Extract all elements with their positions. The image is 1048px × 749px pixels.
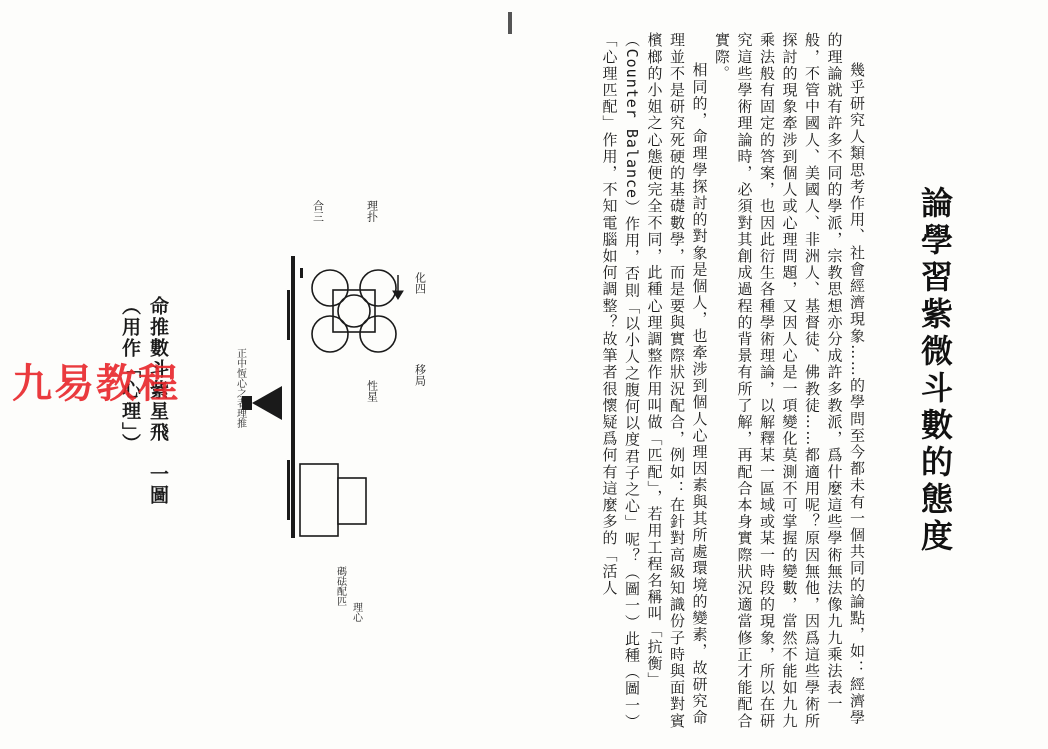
right-pan-bracket	[287, 460, 290, 520]
paragraph-1: 幾乎研究人類思考作用、社會經濟現象……的學問至今都未有一個共同的論點，如：經濟學的理論就有許多不同的學派，宗教思想亦分成許多教派，爲什麼這些學術無法像九九乘法表一般，不管中國人、美國人、非洲人、基督徒、佛教徒……都適用呢？原因無他，因爲這些學術所探討的現象牽涉到個人或心理問題，又因人心是一項變化莫測不可掌握的變數，當然不能如九九乘法般有固定的答案，也因此衍生各種學術理論，以解釋某一區域或某一時段的現象，所以在研究這些學術理論時，必須對其創成過程的背景有所了解，再配合本身實際狀況適當修正才能配合實際。	[713, 32, 866, 730]
counter-balance-term: Counter Balance	[623, 48, 641, 200]
chart-center-square	[333, 290, 375, 332]
counterweight-blocks	[300, 464, 366, 536]
paragraph-2-part-a: 相同的，命理學探討的對象是個人，也牽涉到個人心理因素與其所處環境的變素，故研究命理並不是研究死硬的基礎數學，而是要與實際狀況配合，例如：在針對高級知識份子時與面對賓檳榔的小姐之心態便完全不同，此種心理調整作用叫做「匹配」，若用工程名稱叫「抗衡」（	[623, 32, 709, 730]
watermark-logo: 九易教程	[12, 361, 180, 407]
label-migrate: 移局	[413, 364, 427, 386]
label-mind: 理心	[350, 602, 362, 622]
page-title: 論學習紫微斗數的態度	[916, 186, 954, 556]
label-combine: 合三	[311, 200, 325, 222]
label-fulcrum: 正中恆心之者理推	[234, 348, 246, 428]
paragraph-2-part-b: ）作用，否則「以小人之腹何以度君子之心」呢？（圖一）此種（圖一）「心理匹配」作用，不知電腦如何調整？故筆者很懷疑爲何有這麼多的「活人	[600, 32, 641, 731]
label-weight: 碼砝配匹	[334, 566, 346, 606]
figure-caption-line-2: （用作「心理」）	[119, 296, 141, 455]
beam-tick-top	[300, 268, 303, 278]
label-nature: 性星	[365, 380, 379, 402]
label-transform: 化四	[413, 272, 427, 294]
fulcrum-triangle	[252, 386, 282, 420]
figure-caption-line-1: 命推數斗紫星飛 一圖	[147, 296, 169, 506]
label-lifter: 理扑	[365, 200, 379, 222]
weight-block-small	[300, 464, 338, 536]
left-pan-bracket	[287, 290, 290, 340]
ziwei-chart-symbol	[312, 270, 396, 352]
chart-center-circle	[338, 295, 370, 327]
weight-block-tiny	[338, 478, 366, 524]
